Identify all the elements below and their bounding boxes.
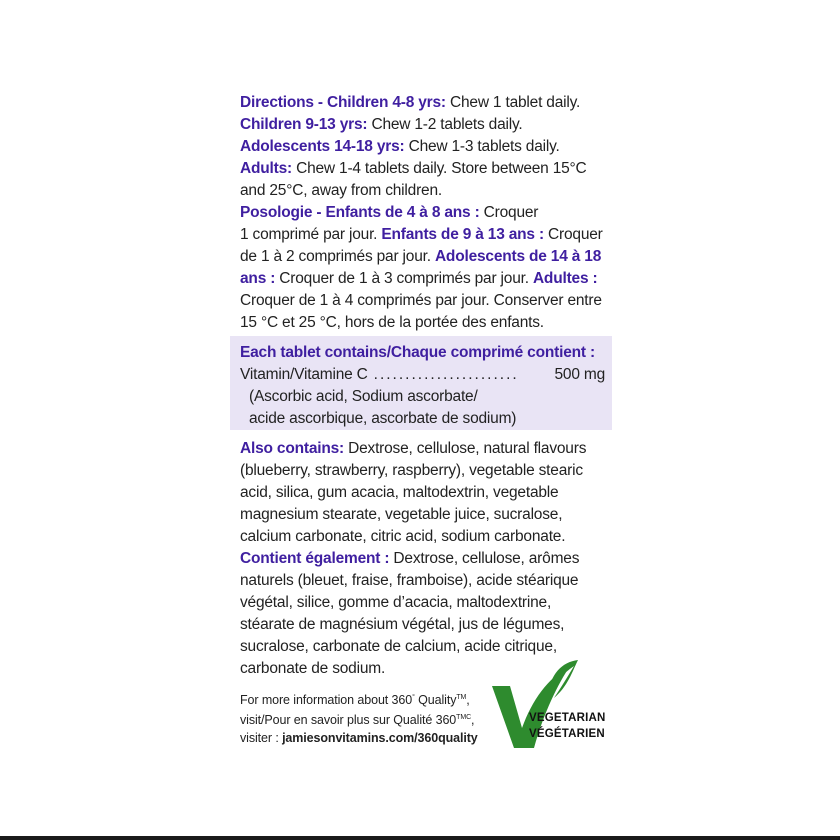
vitamin-source-2: acide ascorbique, ascorbate de sodium) <box>249 410 517 427</box>
posologie-enfants-4-8-label: Posologie - Enfants de 4 à 8 ans : <box>240 204 480 221</box>
quality-info-text: , <box>466 693 470 708</box>
trademark-mc-mark: TMC <box>456 714 472 722</box>
also-contains-text-2: (blueberry, strawberry, raspberry), vegetable stearic <box>240 462 583 479</box>
vitamin-leader-dots: ....................... <box>373 366 519 383</box>
also-contains-text-5: calcium carbonate, citric acid, sodium carbonate. <box>240 528 566 545</box>
also-contains-line <box>240 438 612 460</box>
posologie-enfants-9-13-text-2: de 1 à 2 comprimés par jour. <box>240 248 435 265</box>
quality-info-text: , <box>471 713 475 728</box>
directions-line <box>240 114 612 136</box>
quality-info-line-2 <box>240 709 490 729</box>
directions-line <box>240 92 612 114</box>
posologie-enfants-9-13-text: Croquer <box>543 226 603 243</box>
contains-section <box>240 342 605 430</box>
quality-info-text: visit/Pour en savoir plus sur Qualité 360 <box>240 713 457 728</box>
quality-info-text: visiter : <box>240 731 283 746</box>
quality-info-line-3 <box>240 729 490 747</box>
bottom-divider <box>0 836 840 840</box>
quality-info <box>240 689 490 747</box>
directions-adults-label: Adults: <box>240 160 292 177</box>
vitamin-row <box>240 364 605 386</box>
posologie-line <box>240 202 612 224</box>
directions-line <box>240 136 612 158</box>
also-contains-text-4: magnesium stearate, vegetable juice, sucralose, <box>240 506 563 523</box>
directions-adolescents-label: Adolescents 14-18 yrs: <box>240 138 405 155</box>
posologie-adultes-text-2: 15 °C et 25 °C, hors de la portée des enfants. <box>240 314 544 331</box>
directions-children-9-13-text: Chew 1-2 tablets daily. <box>367 116 523 133</box>
directions-children-4-8-label: Directions - Children 4-8 yrs: <box>240 94 446 111</box>
vitamin-name: Vitamin/Vitamine C <box>240 366 368 383</box>
posologie-enfants-4-8-text-2: 1 comprimé par jour. <box>240 226 382 243</box>
contient-egalement-label: Contient également : <box>240 550 390 567</box>
contains-heading: Each tablet contains/Chaque comprimé contient : <box>240 344 595 361</box>
quality-info-line-1 <box>240 689 490 709</box>
quality-info-text: Quality <box>414 693 457 708</box>
directions-children-9-13-label: Children 9-13 yrs: <box>240 116 368 133</box>
vegetarian-label-en: VEGETARIAN <box>529 712 606 724</box>
contient-text-6: carbonate de sodium. <box>240 660 386 677</box>
posologie-line <box>240 224 612 246</box>
vitamin-amount: 500 mg <box>554 366 605 383</box>
posologie-adolescents-label-1: Adolescents de 14 à 18 <box>434 248 602 265</box>
posologie-line <box>240 246 612 268</box>
contient-line <box>240 548 612 570</box>
posologie-adultes-label: Adultes : <box>532 270 598 287</box>
directions-adults-text-2: and 25°C, away from children. <box>240 182 442 199</box>
directions-line <box>240 158 612 180</box>
quality-info-text: For more information about 360 <box>240 693 413 708</box>
vegetarian-label-fr: VÉGÉTARIEN <box>529 728 605 740</box>
contient-text-2: naturels (bleuet, fraise, framboise), acide stéarique <box>240 572 579 589</box>
contient-text-5: sucralose, carbonate de calcium, acide citrique, <box>240 638 557 655</box>
contient-text-4: stéarate de magnésium végétal, jus de légumes, <box>240 616 565 633</box>
contient-text-3: végétal, silice, gomme d’acacia, maltodextrine, <box>240 594 552 611</box>
posologie-enfants-4-8-text: Croquer <box>479 204 539 221</box>
also-contains-section <box>240 438 612 680</box>
also-contains-label: Also contains: <box>240 440 344 457</box>
posologie-adolescents-text: Croquer de 1 à 3 comprimés par jour. <box>275 270 533 287</box>
directions-adolescents-text: Chew 1-3 tablets daily. <box>404 138 560 155</box>
also-contains-text-1: Dextrose, cellulose, natural flavours <box>344 440 587 457</box>
trademark-mark: TM <box>456 694 467 701</box>
directions-children-4-8-text: Chew 1 tablet daily. <box>445 94 581 111</box>
quality-url-link[interactable]: jamiesonvitamins.com/360quality <box>282 731 478 746</box>
posologie-enfants-9-13-label: Enfants de 9 à 13 ans : <box>381 226 544 243</box>
also-contains-text-3: acid, silica, gum acacia, maltodextrin, vegetable <box>240 484 559 501</box>
directions-section <box>240 92 612 334</box>
vegetarian-badge <box>529 710 606 742</box>
vitamin-source-1: (Ascorbic acid, Sodium ascorbate/ <box>249 388 478 405</box>
posologie-adolescents-label-2: ans : <box>240 270 276 287</box>
degree-mark: ° <box>412 694 415 701</box>
directions-adults-text: Chew 1-4 tablets daily. Store between 15°C <box>291 160 587 177</box>
posologie-line <box>240 268 612 290</box>
contient-text-1: Dextrose, cellulose, arômes <box>389 550 580 567</box>
posologie-adultes-text-1: Croquer de 1 à 4 comprimés par jour. Conserver entre <box>240 292 602 309</box>
